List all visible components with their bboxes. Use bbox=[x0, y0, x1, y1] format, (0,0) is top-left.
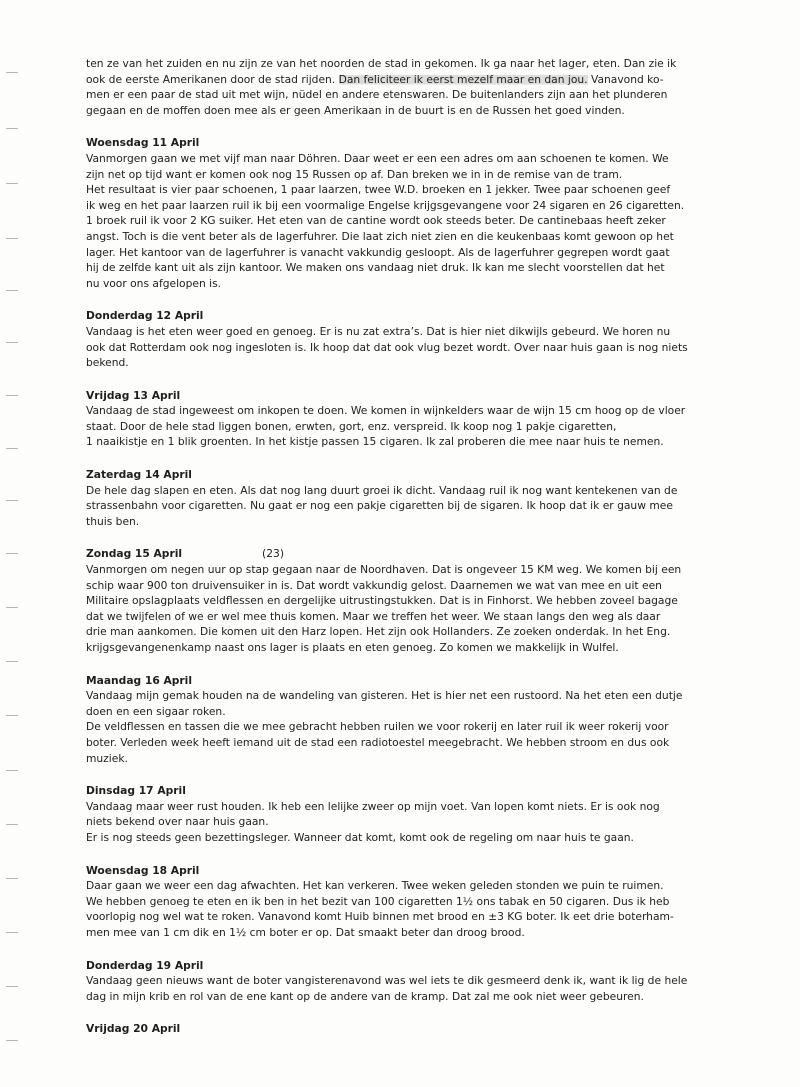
diary-entry bbox=[86, 388, 692, 450]
margin-mark bbox=[6, 770, 18, 771]
text-line: dag in mijn krib en rol van de ene kant op de andere van de kramp. Dat zal me ook niet weer gebeuren. bbox=[86, 989, 644, 1003]
margin-mark bbox=[6, 607, 18, 608]
text-line: Militaire opslagplaats veldflessen en dergelijke uitrustingstukken. Dat is in Finhorst. We hebben zoveel bagage bbox=[86, 594, 678, 608]
text-line: Vandaag maar weer rust houden. Ik heb een lelijke zweer op mijn voet. Van lopen komt niets. Er is ook nog bbox=[86, 799, 660, 813]
text-line: doen en een sigaar roken. bbox=[86, 704, 226, 718]
text-line: Vandaag mijn gemak houden na de wandeling van gisteren. Het is hier net een rustoord. Na het eten een dutje bbox=[86, 689, 683, 703]
entry-date-heading: Donderdag 19 April bbox=[86, 958, 204, 972]
margin-mark bbox=[6, 290, 18, 291]
diary-entry bbox=[86, 1021, 692, 1037]
margin-mark bbox=[6, 715, 18, 716]
intro-paragraph bbox=[86, 56, 692, 118]
text-line: ten ze van het zuiden en nu zijn ze van het noorden de stad in gekomen. Ik ga naar het lager, eten. Dan zie ik bbox=[86, 57, 677, 70]
text-line: angst. Toch is die vent beter als de lagerfuhrer. Die laat zich niet zien en die keukenbaas komt gewoon op het bbox=[86, 229, 674, 243]
margin-mark bbox=[6, 1040, 18, 1041]
entry-date-heading: Zaterdag 14 April bbox=[86, 468, 192, 482]
text-line: thuis ben. bbox=[86, 514, 140, 528]
text-line: gegaan en de moffen doen mee als er geen Amerikaan in de buurt is en de Russen het goed vinden. bbox=[86, 103, 625, 117]
margin-mark bbox=[6, 128, 18, 129]
margin-mark bbox=[6, 878, 18, 879]
diary-entry bbox=[86, 673, 692, 767]
text-line: nu voor ons afgelopen is. bbox=[86, 276, 222, 290]
entry-body bbox=[86, 973, 692, 1004]
margin-punch-marks bbox=[0, 0, 30, 1087]
entry-date-heading: Dinsdag 17 April bbox=[86, 784, 186, 798]
diary-page bbox=[86, 56, 692, 1037]
text-line: Het resultaat is vier paar schoenen, 1 paar laarzen, twee W.D. broeken en 1 jekker. Twee paar schoenen geef bbox=[86, 183, 671, 197]
text-line: Vanmorgen gaan we met vijf man naar Döhren. Daar weet er een een adres om aan schoenen te komen. We bbox=[86, 151, 669, 165]
text-line: ook dat Rotterdam ook nog ingesloten is. Ik hoop dat dat ook vlug bezet wordt. Over naar huis gaan is nog niets bbox=[86, 340, 688, 354]
entry-body bbox=[86, 403, 692, 450]
entry-body bbox=[86, 151, 692, 291]
text-line: ook de eerste Amerikanen door de stad rijden. Dan feliciteer ik eerst mezelf maar en dan jou. Vanavond ko- bbox=[86, 72, 664, 86]
text-line: 1 naaikistje en 1 blik groenten. In het kistje passen 15 cigaren. Ik zal proberen die mee naar huis te nemen. bbox=[86, 435, 664, 449]
text-line: We hebben genoeg te eten en ik ben in het bezit van 100 cigaretten 1½ ons tabak en 50 cigaren. Dus ik heb bbox=[86, 894, 670, 908]
text-line: drie man aankomen. Die komen uit den Harz lopen. Het zijn ook Hollanders. Ze zoeken onderdak. In het Eng. bbox=[86, 625, 671, 639]
entry-date-heading: Maandag 16 April bbox=[86, 673, 193, 687]
diary-entry bbox=[86, 135, 692, 291]
entry-body bbox=[86, 562, 692, 656]
text-line: men mee van 1 cm dik en 1½ cm boter er op. Dat smaakt beter dan droog brood. bbox=[86, 925, 525, 939]
margin-mark bbox=[6, 553, 18, 554]
margin-mark bbox=[6, 183, 18, 184]
entry-body bbox=[86, 688, 692, 766]
text-line: Vanmorgen om negen uur op stap gegaan naar de Noordhaven. Dat is ongeveer 15 KM weg. We komen bij een bbox=[86, 563, 682, 577]
page-number-note: (23) bbox=[262, 547, 284, 561]
text-line: 1 broek ruil ik voor 2 KG suiker. Het eten van de cantine wordt ook steeds beter. De cantinebaas heeft zeker bbox=[86, 214, 666, 228]
diary-entry bbox=[86, 467, 692, 529]
entry-date-heading: Woensdag 11 April bbox=[86, 136, 200, 150]
text-line: Vandaag is het eten weer goed en genoeg. Er is nu zat extra’s. Dat is hier niet dikwijls gebeurd. We horen nu bbox=[86, 324, 671, 338]
text-line: lager. Het kantoor van de lagerfuhrer is vanacht vakkundig gesloopt. Als de lagerfuhrer gegrepen wordt gaat bbox=[86, 245, 670, 259]
diary-entry bbox=[86, 863, 692, 941]
diary-entry bbox=[86, 783, 692, 845]
text-line: muziek. bbox=[86, 751, 128, 765]
margin-mark bbox=[6, 500, 18, 501]
margin-mark bbox=[6, 72, 18, 73]
margin-mark bbox=[6, 448, 18, 449]
text-line: bekend. bbox=[86, 356, 129, 370]
entry-date-heading: Vrijdag 13 April bbox=[86, 388, 181, 402]
entry-body bbox=[86, 878, 692, 940]
text-line: De veldflessen en tassen die we mee gebracht hebben ruilen we voor rokerij en later ruil ik weer rokerij voor bbox=[86, 720, 669, 734]
text-line: men er een paar de stad uit met wijn, nüdel en andere etenswaren. De buitenlanders zijn aan het plunderen bbox=[86, 88, 668, 102]
entry-body bbox=[86, 324, 692, 371]
margin-mark bbox=[6, 986, 18, 987]
entry-body bbox=[86, 799, 692, 846]
margin-mark bbox=[6, 824, 18, 825]
text-line: Vandaag de stad ingeweest om inkopen te doen. We komen in wijnkelders waar de wijn 15 cm hoog op de vloer bbox=[86, 404, 686, 418]
text-line: zijn net op tijd want er komen ook nog 15 Russen op af. Dan breken we in in de remise van de tram. bbox=[86, 167, 623, 181]
entry-date-heading: Zondag 15 April (23) bbox=[86, 547, 284, 561]
diary-entry bbox=[86, 958, 692, 1005]
text-line: boter. Verleden week heeft iemand uit de stad een radiotoestel meegebracht. We hebben stroom en dus ook bbox=[86, 735, 670, 749]
margin-mark bbox=[6, 932, 18, 933]
entry-date-heading: Vrijdag 20 April bbox=[86, 1022, 181, 1036]
text-line: strassenbahn voor cigaretten. Nu gaat er nog een pakje cigaretten bij de sigaren. Ik hoop dat ik er gauw mee bbox=[86, 499, 673, 513]
diary-entry bbox=[86, 546, 692, 655]
text-line: krijgsgevangenenkamp naast ons lager is plaats en eten genoeg. Zo komen we makkelijk in Wulfel. bbox=[86, 641, 619, 654]
entry-body bbox=[86, 483, 692, 530]
text-line: staat. Door de hele stad liggen bonen, erwten, gort, enz. verspreid. Ik koop nog 1 pakje cigaretten, bbox=[86, 419, 617, 433]
text-line: hij de zelfde kant uit als zijn kantoor. We maken ons vandaag niet druk. Ik kan me slecht voorstellen dat het bbox=[86, 261, 665, 275]
text-line: De hele dag slapen en eten. Als dat nog lang duurt groei ik dicht. Vandaag ruil ik nog want kentekenen van de bbox=[86, 483, 678, 497]
entry-date-heading: Donderdag 12 April bbox=[86, 309, 204, 323]
text-line: schip waar 900 ton druivensuiker in is. Dat wordt vakkundig gelost. Daarnemen we wat van mee en uit een bbox=[86, 578, 662, 592]
margin-mark bbox=[6, 661, 18, 662]
text-line: dat we twijfelen of we er wel mee thuis komen. Maar we treffen het weer. We staan langs den weg als daar bbox=[86, 609, 661, 623]
margin-mark bbox=[6, 395, 18, 396]
margin-mark bbox=[6, 238, 18, 239]
text-line: Er is nog steeds geen bezettingsleger. Wanneer dat komt, komt ook de regeling om naar huis te gaan. bbox=[86, 830, 634, 844]
margin-mark bbox=[6, 342, 18, 343]
diary-entry bbox=[86, 308, 692, 370]
highlighted-text: Dan feliciteer ik eerst mezelf maar en dan jou. bbox=[338, 72, 588, 86]
text-line: Vandaag geen nieuws want de boter vangisterenavond was wel iets te dik gesmeerd denk ik, want ik lig de hele bbox=[86, 974, 688, 988]
text-line: voorlopig nog wel wat te roken. Vanavond komt Huib binnen met brood en ±3 KG boter. Ik eet drie boterham- bbox=[86, 910, 674, 924]
entry-date-heading: Woensdag 18 April bbox=[86, 863, 200, 877]
text-line: Daar gaan we weer een dag afwachten. Het kan verkeren. Twee weken geleden stonden we puin te ruimen. bbox=[86, 879, 664, 893]
text-line: ik weg en het paar laarzen ruil ik bij een voormalige Engelse krijgsgevangene voor 24 sigaren en 26 cigaretten. bbox=[86, 198, 685, 212]
text-line: niets bekend over naar huis gaan. bbox=[86, 815, 269, 829]
